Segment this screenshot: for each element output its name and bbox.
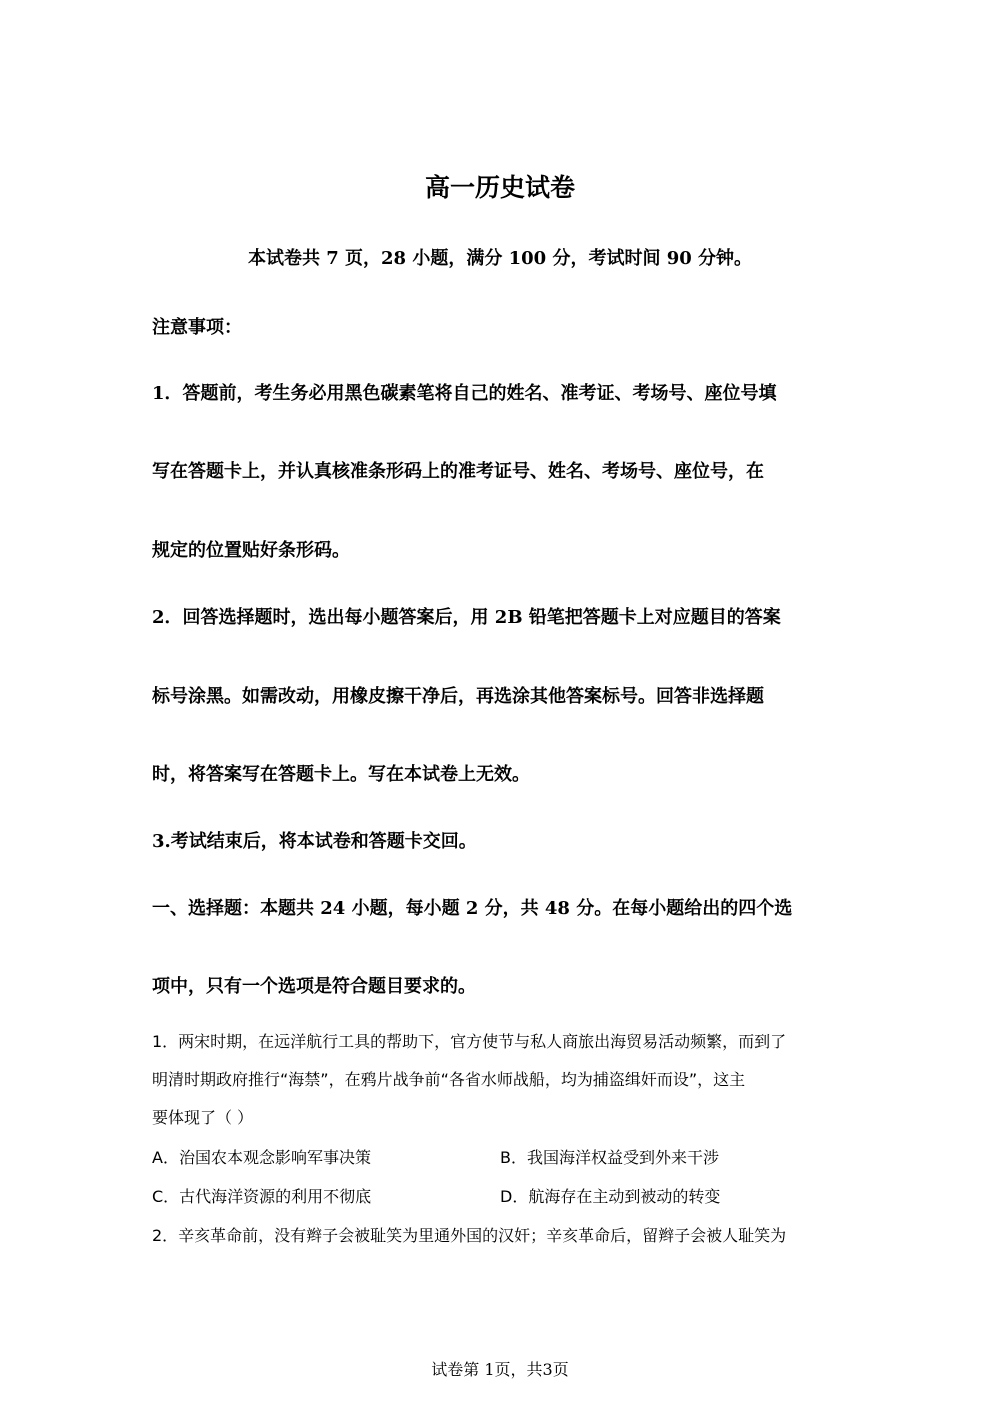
question-1-option-a: A．治国农本观念影响军事决策 bbox=[152, 1148, 371, 1167]
question-1-option-b: B．我国海洋权益受到外来干涉 bbox=[500, 1148, 719, 1167]
section-heading-line-1: 一、选择题：本题共 24 小题，每小题 2 分，共 48 分。在每小题给出的四个选 bbox=[152, 898, 793, 919]
question-1-line-3: 要体现了（ ） bbox=[152, 1108, 254, 1127]
notice-heading: 注意事项： bbox=[152, 317, 242, 338]
exam-info: 本试卷共 7 页，28 小题，满分 100 分，考试时间 90 分钟。 bbox=[247, 248, 753, 269]
notice-item-1-line-1: 1．答题前，考生务必用黑色碳素笔将自己的姓名、准考证、考场号、座位号填 bbox=[152, 383, 777, 404]
page-title: 高一历史试卷 bbox=[424, 173, 575, 202]
question-1-option-d: D．航海存在主动到被动的转变 bbox=[500, 1187, 721, 1206]
question-1-option-c: C．古代海洋资源的利用不彻底 bbox=[152, 1187, 372, 1206]
notice-item-2-line-1: 2．回答选择题时，选出每小题答案后，用 2B 铅笔把答题卡上对应题目的答案 bbox=[152, 607, 781, 628]
notice-item-2-line-3: 时，将答案写在答题卡上。写在本试卷上无效。 bbox=[152, 764, 530, 785]
question-1-line-2: 明清时期政府推行“海禁”，在鸦片战争前“各省水师战船，均为捕盗缉奸而设”，这主 bbox=[152, 1070, 746, 1089]
notice-item-2-line-2: 标号涂黑。如需改动，用橡皮擦干净后，再选涂其他答案标号。回答非选择题 bbox=[152, 686, 764, 707]
question-1-line-1: 1．两宋时期，在远洋航行工具的帮助下，官方使节与私人商旅出海贸易活动频繁，而到了 bbox=[152, 1032, 787, 1051]
section-heading-line-2: 项中，只有一个选项是符合题目要求的。 bbox=[152, 976, 476, 997]
notice-item-1-line-3: 规定的位置贴好条形码。 bbox=[152, 540, 350, 561]
question-2-line-1: 2．辛亥革命前，没有辫子会被耻笑为里通外国的汉奸；辛亥革命后，留辫子会被人耻笑为 bbox=[152, 1226, 787, 1245]
page-footer: 试卷第 1页，共3页 bbox=[431, 1360, 569, 1379]
notice-item-1-line-2: 写在答题卡上，并认真核准条形码上的准考证号、姓名、考场号、座位号，在 bbox=[152, 461, 764, 482]
notice-item-3: 3.考试结束后，将本试卷和答题卡交回。 bbox=[152, 831, 477, 852]
